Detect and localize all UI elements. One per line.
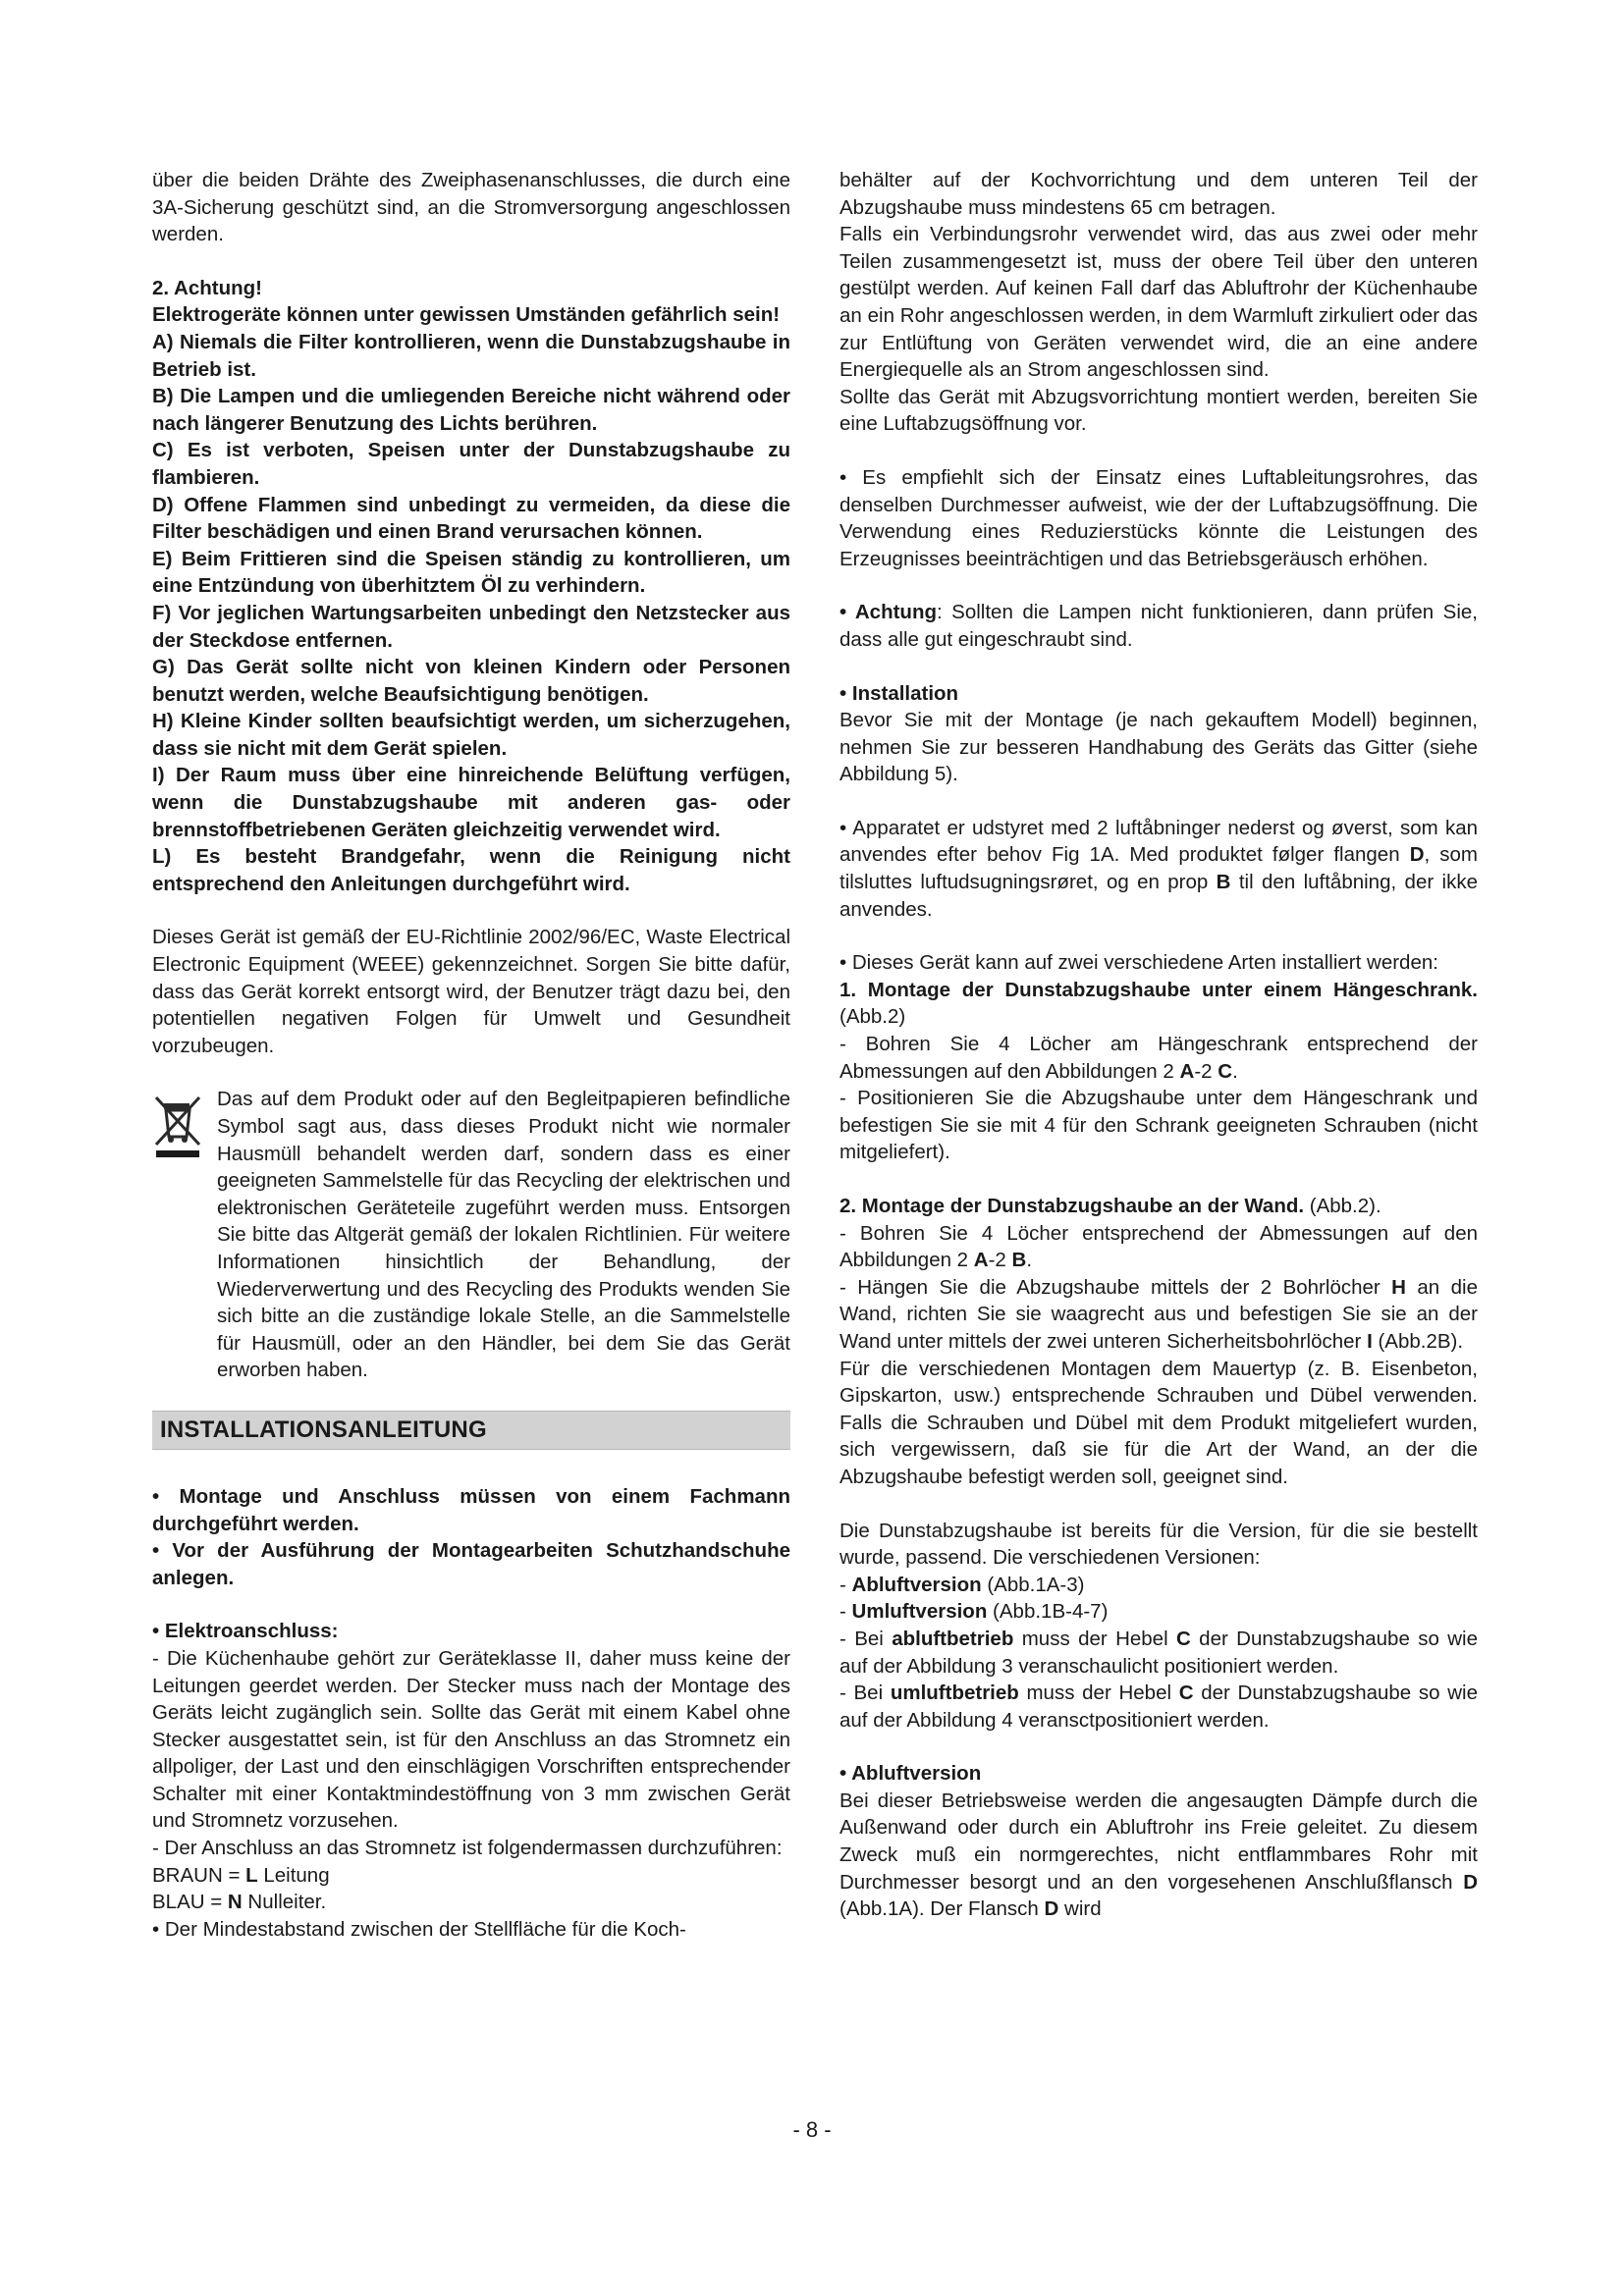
elektroanschluss-text-2: - Der Anschluss an das Stromnetz ist folgendermassen durchzuführen: xyxy=(152,1837,783,1860)
wire-brown-desc: Leitung xyxy=(257,1863,330,1887)
warning-line: E) Beim Frittieren sind die Speisen ständig zu kontrollieren, um eine Entzündung von überhitztem Öl zu verhindern. xyxy=(152,547,790,598)
elektroanschluss-text: - Die Küchenhaube gehört zur Geräteklasse II, daher muss keine der Leitungen geerdet werden. Der Stecker muss nach der Montage des Geräts leicht zugänglich sein. Sollte das Gerät mit einem Kabel ohne Stecker ausgestattet sein, ist für den Anschluss an das Stromnetz ein allpoliger, der Last und den einschlägigen Vorschriften entsprechender Schalter mit einer Kontaktmindestöffnung von 3 mm zwischen Gerät und Stromnetz vorzusehen. xyxy=(152,1646,790,1833)
install-bullet: • Vor der Ausführung der Montagearbeiten Schutzhandschuhe anlegen. xyxy=(152,1539,790,1589)
wire-brown xyxy=(152,1862,790,1890)
lamp-warning xyxy=(839,599,1478,653)
page-number: - 8 - xyxy=(792,2117,832,2142)
abluftversion-block xyxy=(839,1760,1478,1923)
danish-paragraph: • Apparatet er udstyret med 2 luftåbninger nederst og øverst, som kan anvendes efter behov Fig 1A. Med produktet følger flangen D, som tilsluttes luftudsugningsrøret, og en prop B til den luftåbning, der ikke anvendes. xyxy=(839,816,1478,921)
wire-blue-desc: Nulleiter. xyxy=(242,1891,327,1914)
abluftversion-title: • Abluftversion xyxy=(839,1762,982,1786)
warning-section xyxy=(152,275,790,898)
intro-paragraph: über die beiden Drähte des Zweiphasenanschlusses, die durch eine 3A-Sicherung geschützt sind, an die Stromversorgung angeschlossen werden. xyxy=(152,169,790,246)
warning-line: Elektrogeräte können unter gewissen Umständen gefährlich sein! xyxy=(152,303,781,327)
warning-line: F) Vor jeglichen Wartungsarbeiten unbedingt den Netzstecker aus der Steckdose entfernen. xyxy=(152,601,790,652)
versions-intro: Die Dunstabzugshaube ist bereits für die Version, für die sie bestellt wurde, passend. Die verschiedenen Versionen: xyxy=(839,1519,1478,1570)
mount2-heading: 2. Montage der Dunstabzugshaube an der Wand. (Abb.2). xyxy=(839,1195,1381,1217)
mount2-step-b: - Hängen Sie die Abzugshaube mittels der 2 Bohrlöcher H an die Wand, richten Sie sie waagrecht aus und befestigen Sie sie an der Wand unter mittels der zwei unteren Sicherheitsbohrlöcher I (Abb.2B). xyxy=(839,1275,1478,1353)
warning-line: C) Es ist verboten, Speisen unter der Dunstabzugshaube zu flambieren. xyxy=(152,439,790,489)
lamp-warning-text: : Sollten die Lampen nicht funktionieren, dann prüfen Sie, dass alle gut eingeschraubt sind. xyxy=(839,601,1479,651)
crossed-out-wheelie-bin-icon xyxy=(152,1092,205,1160)
elektroanschluss-title: • Elektroanschluss: xyxy=(152,1620,339,1643)
wire-blue-code: N xyxy=(227,1891,243,1914)
mount1-step-b: - Positionieren Sie die Abzugshaube unter dem Hängeschrank und befestigen Sie sie mit 4 für den Schrank geeigneten Schrauben (nicht mitgeliefert). xyxy=(839,1087,1478,1164)
wire-blue xyxy=(152,1889,790,1916)
mindestabstand-text: • Der Mindestabstand zwischen der Stellfläche für die Koch- xyxy=(152,1917,686,1941)
right-column xyxy=(839,167,1478,1923)
installation-title: • Installation xyxy=(839,681,959,705)
weee-block xyxy=(152,1086,790,1384)
warning-line: A) Niemals die Filter kontrollieren, wenn die Dunstabzugshaube in Betrieb ist. xyxy=(152,330,790,381)
installation-text: Bevor Sie mit der Montage (je nach gekauftem Modell) beginnen, nehmen Sie zur besseren Handhabung des Geräts das Gitter (siehe Abbildung 5). xyxy=(839,709,1478,786)
warning-title: 2. Achtung! xyxy=(152,276,262,299)
version-lever-umluft: - Bei umluftbetrieb muss der Hebel C der Dunstabzugshaube so wie auf der Abbildung 4 veransctpositioniert werden. xyxy=(839,1682,1478,1732)
warning-line: G) Das Gerät sollte nicht von kleinen Kindern oder Personen benutzt werden, welche Beaufsichtigung benötigen. xyxy=(152,656,790,706)
wire-brown-label: BRAUN = xyxy=(152,1863,246,1887)
version-lever-abluft: - Bei abluftbetrieb muss der Hebel C der Dunstabzugshaube so wie auf der Abbildung 3 veranschaulicht positioniert werden. xyxy=(839,1627,1478,1678)
abluftversion-text: Bei dieser Betriebsweise werden die angesaugten Dämpfe durch die Außenwand oder durch ein Abluftrohr ins Freie geleitet. Zu diesem Zweck muß ein normgerechtes, nicht entflammbares Rohr mit Durchmesser besorgt und an den vorgesehenen Anschlußflansch D (Abb.1A). Der Flansch D wird xyxy=(839,1789,1478,1921)
warning-line: I) Der Raum muss über eine hinreichende Belüftung verfügen, wenn die Dunstabzugshaube mit anderen gas- oder brennstoffbetriebenen Geräten gleichzeitig verwendet wird. xyxy=(152,764,790,841)
continuation-text: behälter auf der Kochvorrichtung und dem unteren Teil der Abzugshaube muss mindestens 65 cm betragen. xyxy=(839,169,1478,219)
connection-pipe-text: Falls ein Verbindungsrohr verwendet wird, das aus zwei oder mehr Teilen zusammengesetzt ist, muss der obere Teil über den unteren gestülpt werden. Auf keinen Fall darf das Abluftrohr der Küchenhaube an ein Rohr angeschlossen werden, in dem Warmluft zirkuliert oder das zur Entlüftung von Geräten verwendet wird, die an eine andere Energiequelle als an Strom angeschlossen sind. xyxy=(839,223,1478,382)
installation-block xyxy=(839,680,1478,788)
mount1-heading: 1. Montage der Dunstabzugshaube unter einem Hängeschrank.(Abb.2) xyxy=(839,978,1478,1029)
lamp-warning-label: • Achtung xyxy=(839,601,938,624)
elektroanschluss-block xyxy=(152,1618,790,1943)
warning-line: D) Offene Flammen sind unbedingt zu vermeiden, da diese die Filter beschädigen und einen Brand verursachen können. xyxy=(152,493,790,544)
two-ways-text: • Dieses Gerät kann auf zwei verschiedene Arten installiert werden: xyxy=(839,951,1438,975)
warning-line: H) Kleine Kinder sollten beaufsichtigt werden, um sicherzugehen, dass sie nicht mit dem Gerät spielen. xyxy=(152,710,790,760)
warning-line: L) Es besteht Brandgefahr, wenn die Reinigung nicht entsprechend den Anleitungen durchgeführt wird. xyxy=(152,845,790,895)
pipe-recommendation: • Es empfiehlt sich der Einsatz eines Luftableitungsrohres, das denselben Durchmesser aufweist, wie der der Luftabzugsöffnung. Die Verwendung eines Reduzierstücks könnte die Leistungen des Erzeugnisses beeinträchtigen und das Betriebsgeräusch erhöhen. xyxy=(839,465,1478,570)
versions-block xyxy=(839,1518,1478,1735)
mount2-wall-note: Für die verschiedenen Montagen dem Mauertyp (z. B. Eisenbeton, Gipskarton, usw.) entsprechende Schrauben und Dübel verwenden. Falls die Schrauben und Dübel mit dem Produkt mitgeliefert wurden, sich vergewissern, daß sie für die Art der Wand, an der die Abzugshaube befestigt werden soll, geeignet sind. xyxy=(839,1357,1478,1488)
air-outlet-text: Sollte das Gerät mit Abzugsvorrichtung montiert werden, bereiten Sie eine Luftabzugsöffnung vor. xyxy=(839,385,1478,436)
mounting-block-2 xyxy=(839,1193,1478,1491)
install-bullet: • Montage und Anschluss müssen von einem Fachmann durchgeführt werden. xyxy=(152,1484,790,1535)
section-title-installationsanleitung: INSTALLATIONSANLEITUNG xyxy=(152,1411,790,1450)
left-column xyxy=(152,167,790,1943)
version-item: - Umluftversion (Abb.1B-4-7) xyxy=(839,1600,1109,1624)
install-bullets xyxy=(152,1483,790,1591)
continuation-block xyxy=(839,167,1478,438)
wire-blue-label: BLAU = xyxy=(152,1891,228,1914)
weee-intro: Dieses Gerät ist gemäß der EU-Richtlinie 2002/96/EC, Waste Electrical Electronic Equipment (WEEE) gekennzeichnet. Sorgen Sie bitte dafür, dass das Gerät korrekt entsorgt wird, der Benutzer trägt dazu bei, den potentiellen negativen Folgen für Umwelt und Gesundheit vorzubeugen. xyxy=(152,926,790,1057)
weee-symbol-text: Das auf dem Produkt oder auf den Begleitpapieren befindliche Symbol sagt aus, dass dieses Produkt nicht wie normaler Hausmüll behandelt werden darf, sondern dass es einer geeigneten Sammelstelle für das Recycling der elektrischen und elektronischen Geräteteile zugeführt werden muss. Entsorgen Sie bitte das Altgerät gemäß der lokalen Richtlinien. Für weitere Informationen hinsichtlich der Behandlung, der Wiederverwertung und des Recycling des Produkts wenden Sie sich bitte an die zuständige lokale Stelle, an die Sammelstelle für Hausmüll, oder an den Händler, bei dem Sie das Gerät erworben haben. xyxy=(217,1088,790,1382)
version-item: - Abluftversion (Abb.1A-3) xyxy=(839,1573,1085,1596)
mount1-step-a: - Bohren Sie 4 Löcher am Hängeschrank entsprechend der Abmessungen auf den Abbildungen 2 A-2 C. xyxy=(839,1033,1478,1083)
mount2-step-a: - Bohren Sie 4 Löcher entsprechend der Abmessungen auf den Abbildungen 2 A-2 B. xyxy=(839,1221,1478,1272)
wire-brown-code: L xyxy=(245,1863,258,1887)
warning-line: B) Die Lampen und die umliegenden Bereiche nicht während oder nach längerer Benutzung des Lichts berühren. xyxy=(152,385,790,435)
mounting-block-1 xyxy=(839,949,1478,1166)
